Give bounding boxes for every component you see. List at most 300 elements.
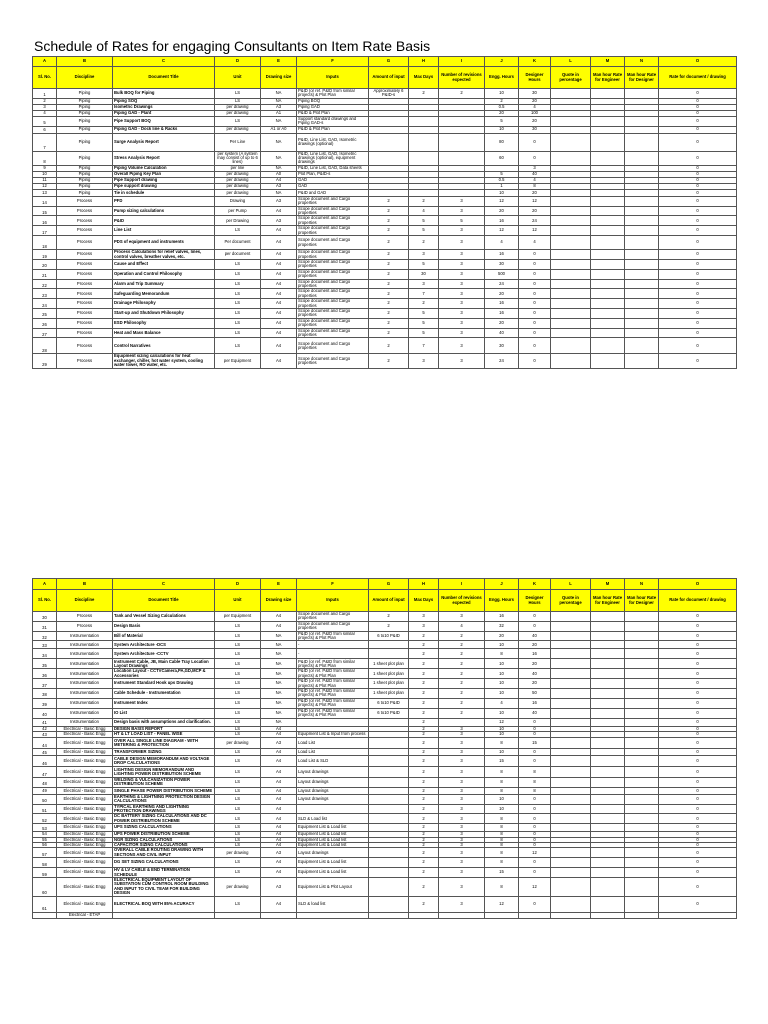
table-cell: 0	[659, 878, 737, 897]
table-cell: 5	[409, 318, 439, 328]
table-cell: 46	[33, 755, 57, 766]
table-cell: 0	[659, 98, 737, 104]
table-cell: 50	[33, 794, 57, 804]
table-cell: A4	[261, 279, 297, 289]
table-cell	[369, 814, 409, 824]
table-cell	[591, 766, 625, 777]
table-cell: 12	[519, 848, 551, 858]
column-letter: C	[113, 579, 215, 590]
table-cell: 8	[519, 777, 551, 787]
table-cell	[551, 236, 591, 250]
table-cell	[551, 216, 591, 226]
table-cell: P&ID, Line List, GAD, Isometric drawings (optional), equipment drawings	[297, 151, 369, 165]
column-header: Quote in percentage	[551, 67, 591, 89]
table-cell: GAD	[297, 177, 369, 183]
table-cell	[625, 151, 659, 165]
table-cell: Electrical - Basic Engg	[57, 814, 113, 824]
table-cell: 10	[485, 689, 519, 699]
table-cell: 24	[519, 216, 551, 226]
table-cell: LS	[215, 641, 261, 649]
table-cell: 5	[485, 116, 519, 126]
table-cell: A1 or A0	[261, 126, 297, 133]
table-cell: WELDING & VULCANIZATION POWER DISTRIBUTION SCHEME	[113, 777, 215, 787]
table-cell: 0	[519, 748, 551, 755]
table-row	[33, 308, 737, 318]
table-cell: A3	[261, 878, 297, 897]
table-cell: A3	[261, 848, 297, 858]
table-cell	[625, 814, 659, 824]
table-cell	[591, 308, 625, 318]
table-cell	[409, 126, 439, 133]
table-cell: A4	[261, 896, 297, 912]
table-cell	[625, 878, 659, 897]
table-row	[33, 289, 737, 299]
table-cell: Scope document and Cargo properties	[297, 216, 369, 226]
table-cell	[591, 216, 625, 226]
table-cell: A4	[261, 804, 297, 814]
table-cell	[409, 116, 439, 126]
table-cell: 0	[519, 269, 551, 279]
table-row	[33, 126, 737, 133]
table-cell: Scope document and Cargo properties	[297, 279, 369, 289]
table-cell: Design Basis	[113, 621, 215, 631]
table-cell: 2	[409, 299, 439, 309]
table-cell: per drawing	[215, 104, 261, 110]
column-letter: F	[297, 57, 369, 67]
table-cell: 3	[439, 814, 485, 824]
table-cell: 30	[485, 338, 519, 354]
table-cell: 27	[33, 328, 57, 338]
table-cell: 3	[519, 165, 551, 171]
table-cell: 2	[369, 318, 409, 328]
table-cell: Electrical - Basic Engg	[57, 766, 113, 777]
table-cell: UPS POWER DISTRIBUTION SCHEME	[113, 832, 215, 837]
table-cell	[551, 612, 591, 622]
table-row	[33, 698, 737, 708]
table-cell: Instrumentation	[57, 679, 113, 689]
table-cell	[551, 621, 591, 631]
table-cell: Scope document and Cargo properties	[297, 299, 369, 309]
table-row	[33, 708, 737, 718]
table-cell: LS	[215, 708, 261, 718]
table-cell: 39	[33, 698, 57, 708]
table-cell: 2	[439, 649, 485, 659]
table-cell: ELECTRICAL EQUIPMENT LAYOUT OF SUBSTATION CUM CONTROL ROOM BUILDING AND INPUT TO CIVIL TEAM FOR BUILDING DESIGN	[113, 878, 215, 897]
table-cell	[551, 912, 591, 918]
table-cell: A4	[261, 858, 297, 868]
table-cell: 2	[33, 98, 57, 104]
table-cell: A4	[261, 842, 297, 847]
table-cell: 43	[33, 731, 57, 737]
table-cell: Layout drawings	[297, 777, 369, 787]
table-cell	[591, 777, 625, 787]
table-cell: 5	[409, 216, 439, 226]
table-cell: P&ID (or ref. P&ID from similar projects) & Plot Plan	[297, 89, 369, 99]
table-cell: 2	[409, 718, 439, 726]
table-cell	[625, 289, 659, 299]
table-cell: 26	[33, 318, 57, 328]
table-cell: A4	[261, 250, 297, 260]
table-cell: 2	[369, 621, 409, 631]
table-cell: 31	[33, 621, 57, 631]
table-cell: A3	[261, 196, 297, 206]
table-cell: Scope document and Cargo properties	[297, 226, 369, 236]
table-cell: 3	[439, 259, 485, 269]
table-cell	[369, 896, 409, 912]
table-cell: LS	[215, 621, 261, 631]
table-cell: 0	[659, 708, 737, 718]
table-cell	[591, 338, 625, 354]
table-cell: Electrical - Basic Engg	[57, 787, 113, 794]
table-cell: 36	[33, 669, 57, 679]
table-cell: per drawing	[215, 171, 261, 177]
table-cell: 2	[409, 858, 439, 868]
table-cell: LS	[215, 226, 261, 236]
table-cell: 0	[519, 299, 551, 309]
column-header: Unit	[215, 67, 261, 89]
table-cell: DC BATTERY SIZING CALCULATIONS AND DC POWER DISTRIBUTION SCHEME	[113, 814, 215, 824]
table-cell: 33	[33, 641, 57, 649]
table-cell	[33, 912, 57, 918]
table-cell: 52	[33, 814, 57, 824]
table-cell	[625, 804, 659, 814]
table-cell: Electrical - Basic Engg	[57, 777, 113, 787]
table-cell: 0	[659, 206, 737, 216]
table-cell	[591, 631, 625, 641]
rates-table-2	[32, 578, 737, 919]
table-cell: Scope document and Cargo properties	[297, 328, 369, 338]
table-cell: A4	[261, 755, 297, 766]
table-cell: 0	[659, 669, 737, 679]
table-cell: 3	[439, 748, 485, 755]
table-cell	[625, 787, 659, 794]
table-cell	[591, 226, 625, 236]
table-cell: LS	[215, 858, 261, 868]
table-cell: 2	[369, 279, 409, 289]
table-cell: 2	[409, 837, 439, 842]
table-cell: 0	[519, 868, 551, 878]
table-cell: 2	[369, 612, 409, 622]
table-cell: LS	[215, 89, 261, 99]
table-cell: 2	[369, 328, 409, 338]
table-cell: 0	[659, 165, 737, 171]
table-cell: 0	[659, 748, 737, 755]
table-cell: 61	[33, 896, 57, 912]
table-cell: 40	[33, 708, 57, 718]
table-cell: LS	[215, 649, 261, 659]
table-cell: 5	[409, 226, 439, 236]
table-cell: 12	[485, 896, 519, 912]
column-header: Amount of input	[369, 67, 409, 89]
table-cell: Instrumentation	[57, 689, 113, 699]
table-cell: 8	[485, 766, 519, 777]
table-cell: A4	[261, 338, 297, 354]
table-cell: 56	[33, 842, 57, 847]
table-cell: Stress Analysis Report	[113, 151, 215, 165]
table-cell: 3	[409, 612, 439, 622]
table-cell: System Architecture -CCTV	[113, 649, 215, 659]
table-cell: 3	[439, 777, 485, 787]
table-cell: 10	[485, 748, 519, 755]
table-cell: Process	[57, 250, 113, 260]
table-row	[33, 755, 737, 766]
table-cell: P&ID (or ref. P&ID from similar projects) & Plot Plan	[297, 659, 369, 669]
table-cell: 3	[439, 289, 485, 299]
table-cell: Electrical - Basic Engg	[57, 794, 113, 804]
table-cell	[551, 126, 591, 133]
table-cell	[551, 279, 591, 289]
table-cell: 2	[409, 787, 439, 794]
table-cell: 0	[659, 731, 737, 737]
table-cell	[409, 912, 439, 918]
column-header: Inputs	[297, 590, 369, 612]
table-cell: 30	[519, 126, 551, 133]
table-cell: 0	[659, 858, 737, 868]
table-cell: 0	[659, 814, 737, 824]
table-cell: 0	[659, 804, 737, 814]
table-cell	[625, 649, 659, 659]
table-cell: 2	[409, 641, 439, 649]
column-header: Max Days	[409, 590, 439, 612]
table-cell	[591, 689, 625, 699]
table-cell	[551, 848, 591, 858]
table-cell: 37	[33, 679, 57, 689]
table-cell: NA	[261, 165, 297, 171]
table-cell: SLD & Load list	[297, 814, 369, 824]
table-cell: 35	[33, 659, 57, 669]
table-cell: 10	[485, 659, 519, 669]
table-cell: 2	[369, 299, 409, 309]
table-cell: 0	[659, 183, 737, 189]
table-cell: -	[297, 649, 369, 659]
table-cell: 4	[519, 177, 551, 183]
table-cell	[625, 679, 659, 689]
table-cell	[551, 777, 591, 787]
column-header-row	[33, 67, 737, 89]
table-cell	[261, 912, 297, 918]
table-cell: 12	[485, 718, 519, 726]
table-cell: 54	[33, 832, 57, 837]
table-cell: System Architecture -DCS	[113, 641, 215, 649]
table-cell: NA	[261, 679, 297, 689]
table-cell: NA	[261, 698, 297, 708]
table-cell: A4	[261, 726, 297, 731]
table-cell: 0	[659, 794, 737, 804]
table-cell: 16	[485, 299, 519, 309]
table-cell: Piping GAD - Plant	[113, 110, 215, 116]
table-cell: 0	[659, 250, 737, 260]
table-cell: Bill of Material	[113, 631, 215, 641]
table-cell	[439, 189, 485, 196]
column-letter: A	[33, 579, 57, 590]
table-cell: A3	[261, 104, 297, 110]
table-cell	[591, 621, 625, 631]
table-cell: P&ID & Plot Plan	[297, 126, 369, 133]
table-cell: Layout drawings	[297, 848, 369, 858]
table-cell: 2	[409, 794, 439, 804]
table-cell	[625, 748, 659, 755]
table-cell: Equipment List & Load list	[297, 837, 369, 842]
table-cell	[591, 126, 625, 133]
table-cell	[551, 804, 591, 814]
table-cell: A4	[261, 206, 297, 216]
table-cell	[659, 912, 737, 918]
column-letter: C	[113, 57, 215, 67]
table-cell: 51	[33, 804, 57, 814]
table-row	[33, 794, 737, 804]
table-cell: 16	[519, 698, 551, 708]
table-cell: 12	[33, 183, 57, 189]
table-cell	[625, 698, 659, 708]
table-cell	[625, 133, 659, 151]
table-cell: 2	[439, 698, 485, 708]
table-cell: Layout drawings	[297, 766, 369, 777]
table-row	[33, 621, 737, 631]
table-cell: LS	[215, 766, 261, 777]
table-cell: Process	[57, 279, 113, 289]
table-cell: -	[297, 641, 369, 649]
table-cell: Piping	[57, 126, 113, 133]
table-cell	[551, 250, 591, 260]
table-cell: 8	[485, 848, 519, 858]
table-cell: 0	[659, 151, 737, 165]
table-row	[33, 787, 737, 794]
table-cell: 0	[659, 659, 737, 669]
column-header: Rate for document / drawing	[659, 590, 737, 612]
table-cell	[591, 318, 625, 328]
table-cell: 0	[659, 177, 737, 183]
table-cell: A4	[261, 777, 297, 787]
table-cell: 10	[485, 708, 519, 718]
table-cell	[591, 641, 625, 649]
table-cell: Instrumentation	[57, 718, 113, 726]
table-cell: 7	[409, 338, 439, 354]
table-cell: LS	[215, 896, 261, 912]
table-cell: 2	[409, 649, 439, 659]
table-cell: Piping	[57, 165, 113, 171]
table-cell: Surge Analysis Report	[113, 133, 215, 151]
table-cell: 0	[659, 236, 737, 250]
table-cell: 100	[519, 110, 551, 116]
table-cell	[591, 896, 625, 912]
table-cell	[625, 689, 659, 699]
table-cell	[591, 748, 625, 755]
table-cell: 3	[439, 787, 485, 794]
table-cell: 2	[439, 89, 485, 99]
table-cell: per drawing	[215, 126, 261, 133]
table-cell	[591, 858, 625, 868]
table-cell	[625, 912, 659, 918]
table-cell: 10	[485, 669, 519, 679]
table-cell	[625, 755, 659, 766]
table-cell	[369, 737, 409, 748]
table-cell	[625, 318, 659, 328]
table-cell: LS	[215, 842, 261, 847]
table-row	[33, 689, 737, 699]
table-cell: CAPACITOR SIZING CALCULATIONS	[113, 842, 215, 847]
table-cell: 4	[519, 104, 551, 110]
table-cell: LS	[215, 259, 261, 269]
table-cell: 25	[33, 308, 57, 318]
table-cell: P&ID	[113, 216, 215, 226]
table-cell: 2	[369, 216, 409, 226]
column-header: Engg. Hours	[485, 67, 519, 89]
table-cell: 0	[659, 318, 737, 328]
table-cell: Instrumentation	[57, 641, 113, 649]
column-header: Man hour Rate for Designer	[625, 67, 659, 89]
table-cell: LS	[215, 328, 261, 338]
table-cell	[551, 89, 591, 99]
column-header: Man hour Rate for Engineer	[591, 67, 625, 89]
table-cell: 3	[439, 804, 485, 814]
table-cell: ELECTRICAL BOQ WITH 85% ACURACY	[113, 896, 215, 912]
table-cell: Pump sizing calculations	[113, 206, 215, 216]
table-cell: 8	[485, 858, 519, 868]
table-cell: Process	[57, 299, 113, 309]
table-cell: Equipment List & Input from process	[297, 731, 369, 737]
table-cell: 0	[659, 338, 737, 354]
table-cell: Process	[57, 621, 113, 631]
table-cell: 2	[369, 196, 409, 206]
table-cell: 3	[439, 824, 485, 832]
table-cell: 2	[439, 689, 485, 699]
table-cell: 8	[485, 814, 519, 824]
table-cell	[551, 679, 591, 689]
table-row	[33, 718, 737, 726]
table-cell	[551, 259, 591, 269]
table-cell: 0	[519, 133, 551, 151]
table-cell: per Equipment	[215, 612, 261, 622]
table-row	[33, 116, 737, 126]
table-cell	[369, 878, 409, 897]
table-cell	[409, 189, 439, 196]
table-cell: A4	[261, 621, 297, 631]
table-cell: LS	[215, 794, 261, 804]
table-row	[33, 858, 737, 868]
table-cell: 0	[519, 250, 551, 260]
table-cell: 16	[485, 216, 519, 226]
table-cell: A4	[261, 226, 297, 236]
column-header: Designer Hours	[519, 67, 551, 89]
table-cell: 2	[409, 848, 439, 858]
table-cell	[591, 787, 625, 794]
table-cell: 0	[519, 279, 551, 289]
table-cell: Equipment sizing calculations for heat exchanger, chiller, hot water system, cooling water tower, RO water, etc.	[113, 354, 215, 368]
table-cell: Process	[57, 354, 113, 368]
table-cell	[551, 659, 591, 669]
table-cell: 9	[33, 165, 57, 171]
table-cell: Scope document and Cargo properties	[297, 206, 369, 216]
table-row	[33, 328, 737, 338]
table-cell: 2	[409, 679, 439, 689]
table-cell: 1 sheet plot plan	[369, 659, 409, 669]
table-cell	[625, 858, 659, 868]
table-cell	[369, 787, 409, 794]
table-cell: 48	[33, 777, 57, 787]
table-cell: 47	[33, 766, 57, 777]
table-cell	[439, 116, 485, 126]
table-cell	[625, 708, 659, 718]
table-cell: Pipe Support drawing	[113, 177, 215, 183]
table-cell: LS	[215, 868, 261, 878]
table-cell: P&ID (or ref. P&ID from similar projects) & Plot Plan	[297, 698, 369, 708]
column-header: Designer Hours	[519, 590, 551, 612]
table-cell: 41	[33, 718, 57, 726]
table-cell: A4	[261, 794, 297, 804]
table-cell: 0	[659, 837, 737, 842]
table-cell: 3	[409, 354, 439, 368]
table-row	[33, 226, 737, 236]
